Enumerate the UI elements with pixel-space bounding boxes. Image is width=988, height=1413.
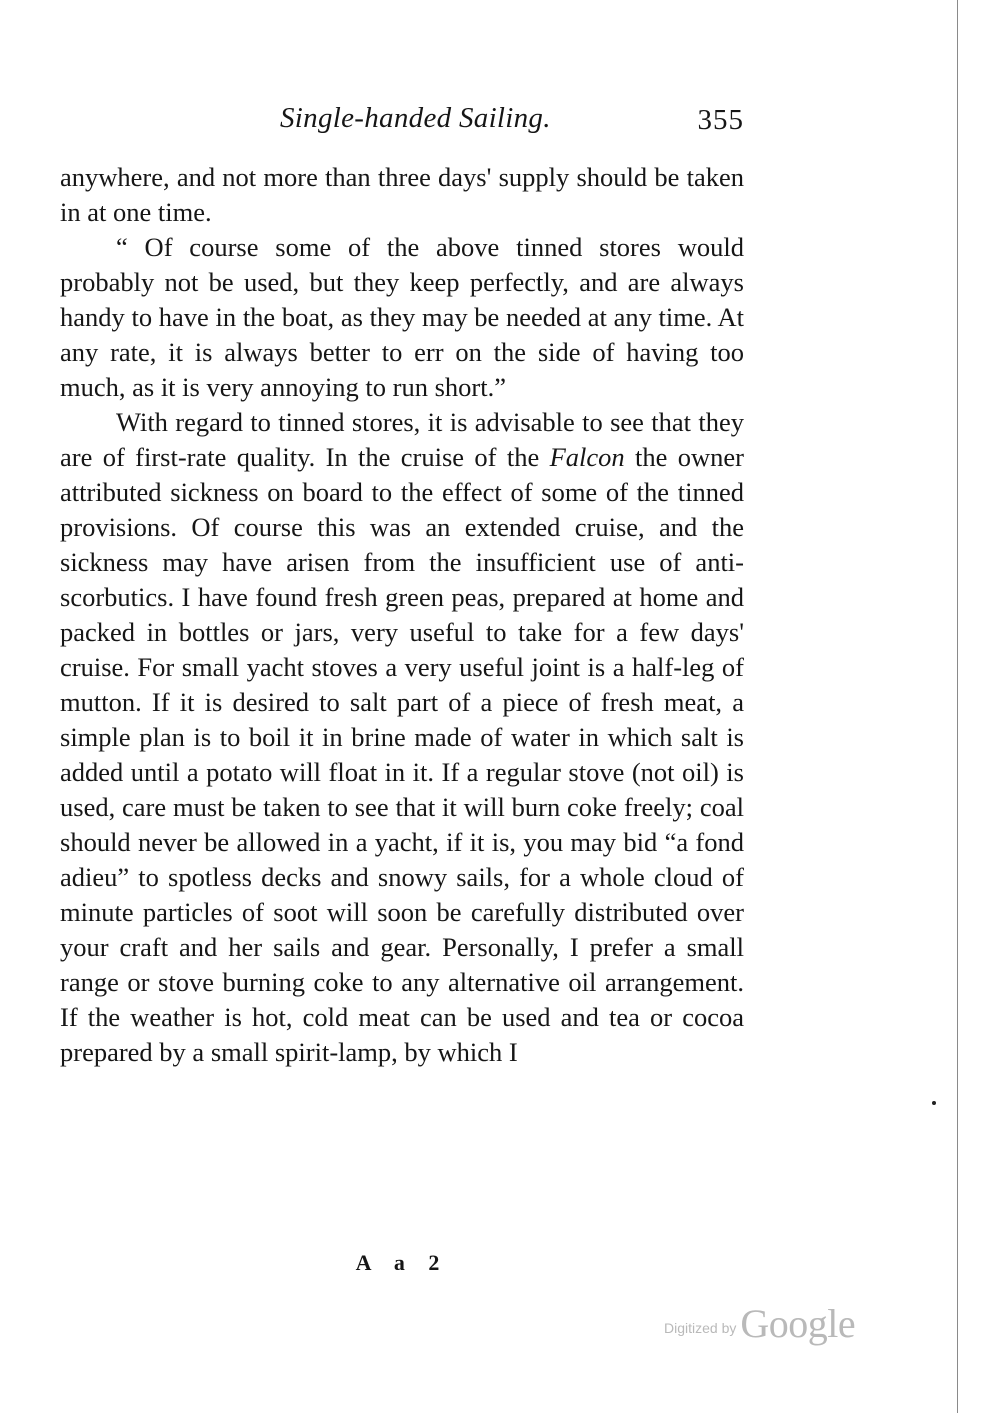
- page-number: 355: [697, 104, 744, 136]
- running-title: Single-handed Sailing.: [280, 102, 551, 134]
- ship-name: Falcon: [549, 442, 625, 472]
- body-text: [60, 160, 744, 1070]
- google-logo: Google: [740, 1301, 856, 1346]
- signature-mark: A a 2: [355, 1250, 449, 1275]
- paragraph-3-start: With regard to tinned stores, it is advisable to see that they are of first-rate quality. In the cruise of the: [60, 407, 744, 472]
- paragraph-2: “ Of course some of the above tinned stores would probably not be used, but they keep perfectly, and are always handy to have in the boat, as they may be needed at any time. At any rate, it is always better to err on the side of having too much, as it is very annoying to run short.”: [60, 232, 744, 402]
- paragraph-3-rest: the owner attributed sickness on board to the effect of some of the tinned provisions. Of course this was an extended cruise, and the sickness may have arisen from the insufficient use of anti-scorbutics. I have found fresh green peas, prepared at home and packed in bottles or jars, very useful to take for a few days' cruise. For small yacht stoves a very useful joint is a half-leg of mutton. If it is desired to salt part of a piece of fresh meat, a simple plan is to boil it in brine made of water in which salt is added until a potato will float in it. If a regular stove (not oil) is used, care must be taken to see that it will burn coke freely; coal should never be allowed in a yacht, if it is, you may bid “a fond adieu” to spotless decks and snowy sails, for a whole cloud of minute particles of soot will soon be carefully distributed over your craft and her sails and gear. Personally, I prefer a small range or stove burning coke to any alternative oil arrangement. If the weather is hot, cold meat can be used and tea or cocoa prepared by a small spirit-lamp, by which I: [60, 442, 745, 1067]
- watermark-prefix: Digitized by: [664, 1320, 737, 1336]
- page-header: [60, 96, 744, 142]
- scan-edge-line: [957, 0, 958, 1413]
- paragraph-1: anywhere, and not more than three days' supply should be taken in at one time.: [60, 162, 744, 227]
- digitized-watermark: [664, 1300, 855, 1347]
- paragraph-3: [60, 405, 744, 1070]
- margin-dot: [932, 1101, 936, 1105]
